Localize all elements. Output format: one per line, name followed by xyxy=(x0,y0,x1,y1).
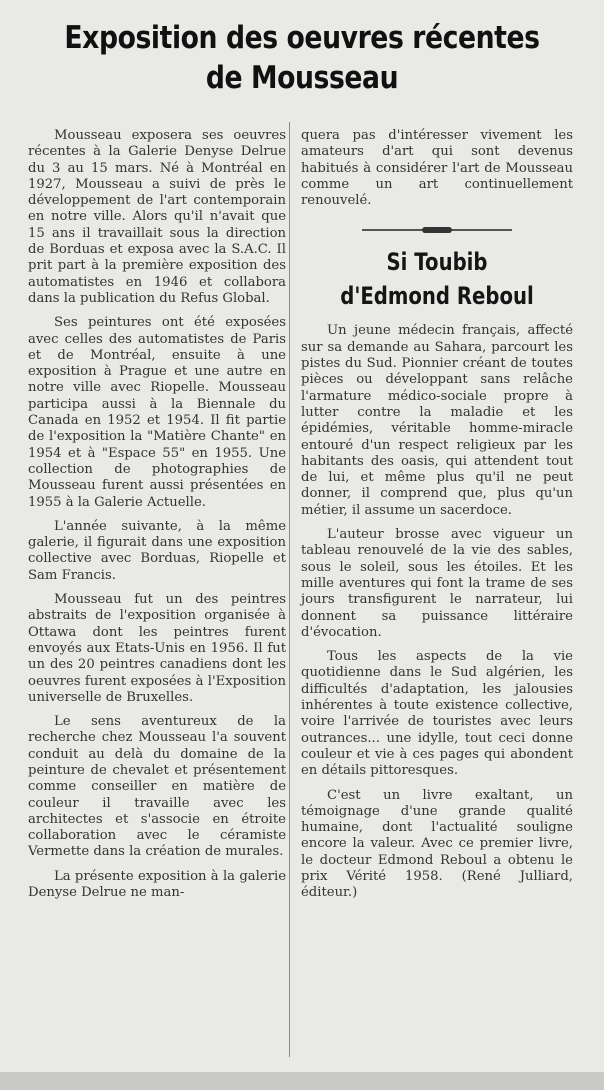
subheadline-line-2: d'Edmond Reboul xyxy=(340,282,534,311)
paragraph: L'auteur brosse avec vigueur un tableau renouvelé de la vie des sables, sous le soleil, sous les étoiles. Et les mille aventures qui font la trame de ses jours transfigurent le narrateur, lui donnent sa puissance littéraire d'évocation. xyxy=(301,527,573,640)
paragraph-continuation: quera pas d'intéresser vivement les amateurs d'art qui sont devenus habitués à considérer l'art de Mousseau comme un art continuellement renouvelé. xyxy=(301,128,573,209)
headline-line-2: de Mousseau xyxy=(205,60,399,96)
right-column xyxy=(301,128,573,910)
paragraph: Tous les aspects de la vie quotidienne dans le Sud algérien, les difficultés d'adaptation, les jalousies inhérentes à toute existence collective, voire l'arrivée de touristes avec leurs outrances... une idylle, tout ceci donne couleur et vie à ces pages qui abondent en détails pittoresques. xyxy=(301,649,573,779)
paragraph: Mousseau fut un des peintres abstraits de l'exposition organisée à Ottawa dont les peintres furent envoyés aux Etats-Unis en 1956. Il fut un des 20 peintres canadiens dont les oeuvres furent exposées à l'Exposition universelle de Bruxelles. xyxy=(28,592,286,705)
subheadline-line-1: Si Toubib xyxy=(386,248,488,277)
article-headline xyxy=(54,18,549,98)
paragraph: Ses peintures ont été exposées avec celles des automatistes de Paris et de Montréal, ensuite à une exposition à Prague et une autre en notre ville avec Riopelle. Mousseau participa aussi à la Biennale du Canada en 1952 et 1954. Il fit partie de l'exposition la "Matière Chante" en 1954 et à "Espace 55" en 1955. Une collection de photographies de Mousseau furent aussi présentées en 1955 à la Galerie Actuelle. xyxy=(28,315,286,510)
headline-line-1: Exposition des oeuvres récentes xyxy=(64,20,540,56)
paragraph: Le sens aventureux de la recherche chez Mousseau l'a souvent conduit au delà du domaine de la peinture de chevalet et présentement comme conseiller en matière de couleur il travaille avec les architectes et s'associe en étroite collaboration avec le céramiste Vermette dans la création de murales. xyxy=(28,714,286,860)
paragraph: La présente exposition à la galerie Denyse Delrue ne man- xyxy=(28,868,286,901)
paragraph: C'est un livre exaltant, un témoignage d'une grande qualité humaine, dont l'actualité souligne encore la valeur. Avec ce premier livre, le docteur Edmond Reboul a obtenu le prix Vérité 1958. (René Julliard, éditeur.) xyxy=(301,787,573,901)
paragraph: Mousseau exposera ses oeuvres récentes à la Galerie Denyse Delrue du 3 au 15 mars. Né à Montréal en 1927, Mousseau a suivi de près le développement de l'art contemporain en notre ville. Alors qu'il n'avait que 15 ans il travaillait sous la direction de Borduas et exposa avec la S.A.C. Il prit part à la première exposition des automatistes en 1946 et collabora dans la publication du Refus Global. xyxy=(28,128,286,306)
paragraph: L'année suivante, à la même galerie, il figurait dans une exposition collective avec Borduas, Riopelle et Sam Francis. xyxy=(28,518,286,583)
section-divider xyxy=(362,229,512,231)
review-headline xyxy=(325,245,548,313)
paragraph: Un jeune médecin français, affecté sur sa demande au Sahara, parcourt les pistes du Sud. Pionnier créant de toutes pièces ou développant sans relâche l'armature médico-sociale propre à lutter contre la maladie et les épidémies, véritable homme-miracle entouré d'un respect religieux par les habitants des oasis, qui attendent tout de lui, et même plus qu'il ne peut donner, il comprend que, plus qu'un métier, il assume un sacerdoce. xyxy=(301,323,573,518)
page-edge xyxy=(0,1072,604,1090)
left-column xyxy=(28,128,286,909)
column-rule xyxy=(289,122,290,1057)
